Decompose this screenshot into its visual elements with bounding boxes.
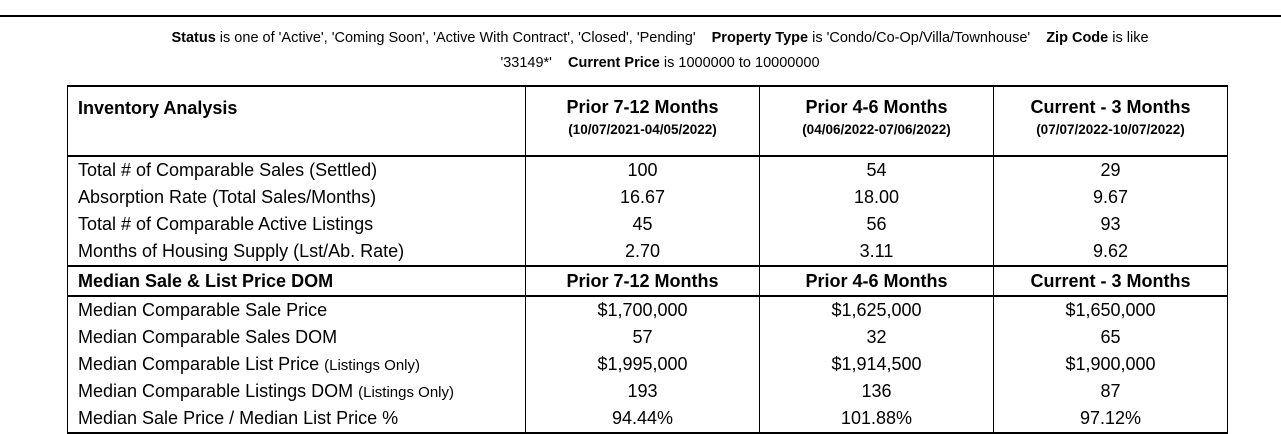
zip-code-text: is like [1108,30,1149,46]
row-value: 87 [994,378,1228,405]
criteria-line-2 [90,51,1230,76]
table-row [68,405,1228,433]
row-value: 54 [760,156,994,184]
row-label: Months of Housing Supply (Lst/Ab. Rate) [68,238,526,266]
inventory-title-cell [68,86,526,156]
table-row [68,324,1228,351]
table-row [68,211,1228,238]
row-value: $1,914,500 [760,351,994,378]
table-row [68,296,1228,324]
row-label: Median Comparable Sales DOM [78,327,338,347]
row-value: 18.00 [760,184,994,211]
criteria-line-1 [90,26,1230,51]
period-header-cell [526,86,760,156]
row-label: Absorption Rate (Total Sales/Months) [68,184,526,211]
period-title: Current - 3 Months [1030,97,1191,117]
period-range: (04/06/2022-07/06/2022) [802,122,951,137]
median-title: Median Sale & List Price DOM [68,266,526,296]
inventory-title: Inventory Analysis [78,98,238,118]
search-criteria [90,26,1230,76]
status-label: Status [171,30,216,46]
row-value: 2.70 [526,238,760,266]
current-price-text: is 1000000 to 10000000 [659,55,820,71]
row-value: $1,995,000 [526,351,760,378]
row-value: 29 [994,156,1228,184]
row-value: 101.88% [760,405,994,433]
row-label: Median Comparable List Price [78,354,325,374]
period-range: (07/07/2022-10/07/2022) [1036,122,1185,137]
current-price-label: Current Price [568,55,660,71]
row-value: 93 [994,211,1228,238]
period-title: Prior 4-6 Months [760,266,994,296]
row-value: 16.67 [526,184,760,211]
row-value: 136 [760,378,994,405]
period-title: Prior 4-6 Months [805,97,948,117]
row-value: 193 [526,378,760,405]
row-value: 32 [760,324,994,351]
row-value: 9.62 [994,238,1228,266]
period-range: (10/07/2021-04/05/2022) [568,122,717,137]
row-value: $1,700,000 [526,296,760,324]
property-type-text: is 'Condo/Co-Op/Villa/Townhouse' [808,30,1031,46]
table-row [68,238,1228,266]
row-value: 100 [526,156,760,184]
zip-code-label: Zip Code [1046,30,1109,46]
row-label-cell [68,324,526,351]
period-header-cell [994,86,1228,156]
row-label: Total # of Comparable Sales (Settled) [68,156,526,184]
inventory-analysis-table [67,85,1228,434]
row-value: $1,625,000 [760,296,994,324]
row-note: (Listings Only) [324,357,420,374]
row-label: Median Sale Price / Median List Price % [78,408,399,428]
top-rule [0,15,1281,17]
period-header-cell [760,86,994,156]
row-label: Median Comparable Listings DOM [78,381,359,401]
row-label-cell [68,378,526,405]
row-value: 45 [526,211,760,238]
row-value: 94.44% [526,405,760,433]
row-label: Total # of Comparable Active Listings [68,211,526,238]
table-row [68,351,1228,378]
median-header-row [68,266,1228,296]
table-row [68,184,1228,211]
row-value: $1,650,000 [994,296,1228,324]
property-type-label: Property Type [711,30,809,46]
row-value: 9.67 [994,184,1228,211]
period-title: Prior 7-12 Months [526,266,760,296]
row-value: 3.11 [760,238,994,266]
period-title: Prior 7-12 Months [566,97,719,117]
row-value: 56 [760,211,994,238]
table-row [68,378,1228,405]
row-value: $1,900,000 [994,351,1228,378]
zip-code-value: '33149*' [500,55,552,71]
row-value: 97.12% [994,405,1228,433]
row-label-cell [68,351,526,378]
row-value: 65 [994,324,1228,351]
row-label: Median Comparable Sale Price [78,300,328,320]
table-row [68,156,1228,184]
period-title: Current - 3 Months [994,266,1228,296]
status-text: is one of 'Active', 'Coming Soon', 'Active With Contract', 'Closed', 'Pending' [215,30,696,46]
row-label-cell [68,296,526,324]
row-value: 57 [526,324,760,351]
inventory-header-row [68,86,1228,156]
row-note: (Listings Only) [358,384,454,401]
row-label-cell [68,405,526,433]
